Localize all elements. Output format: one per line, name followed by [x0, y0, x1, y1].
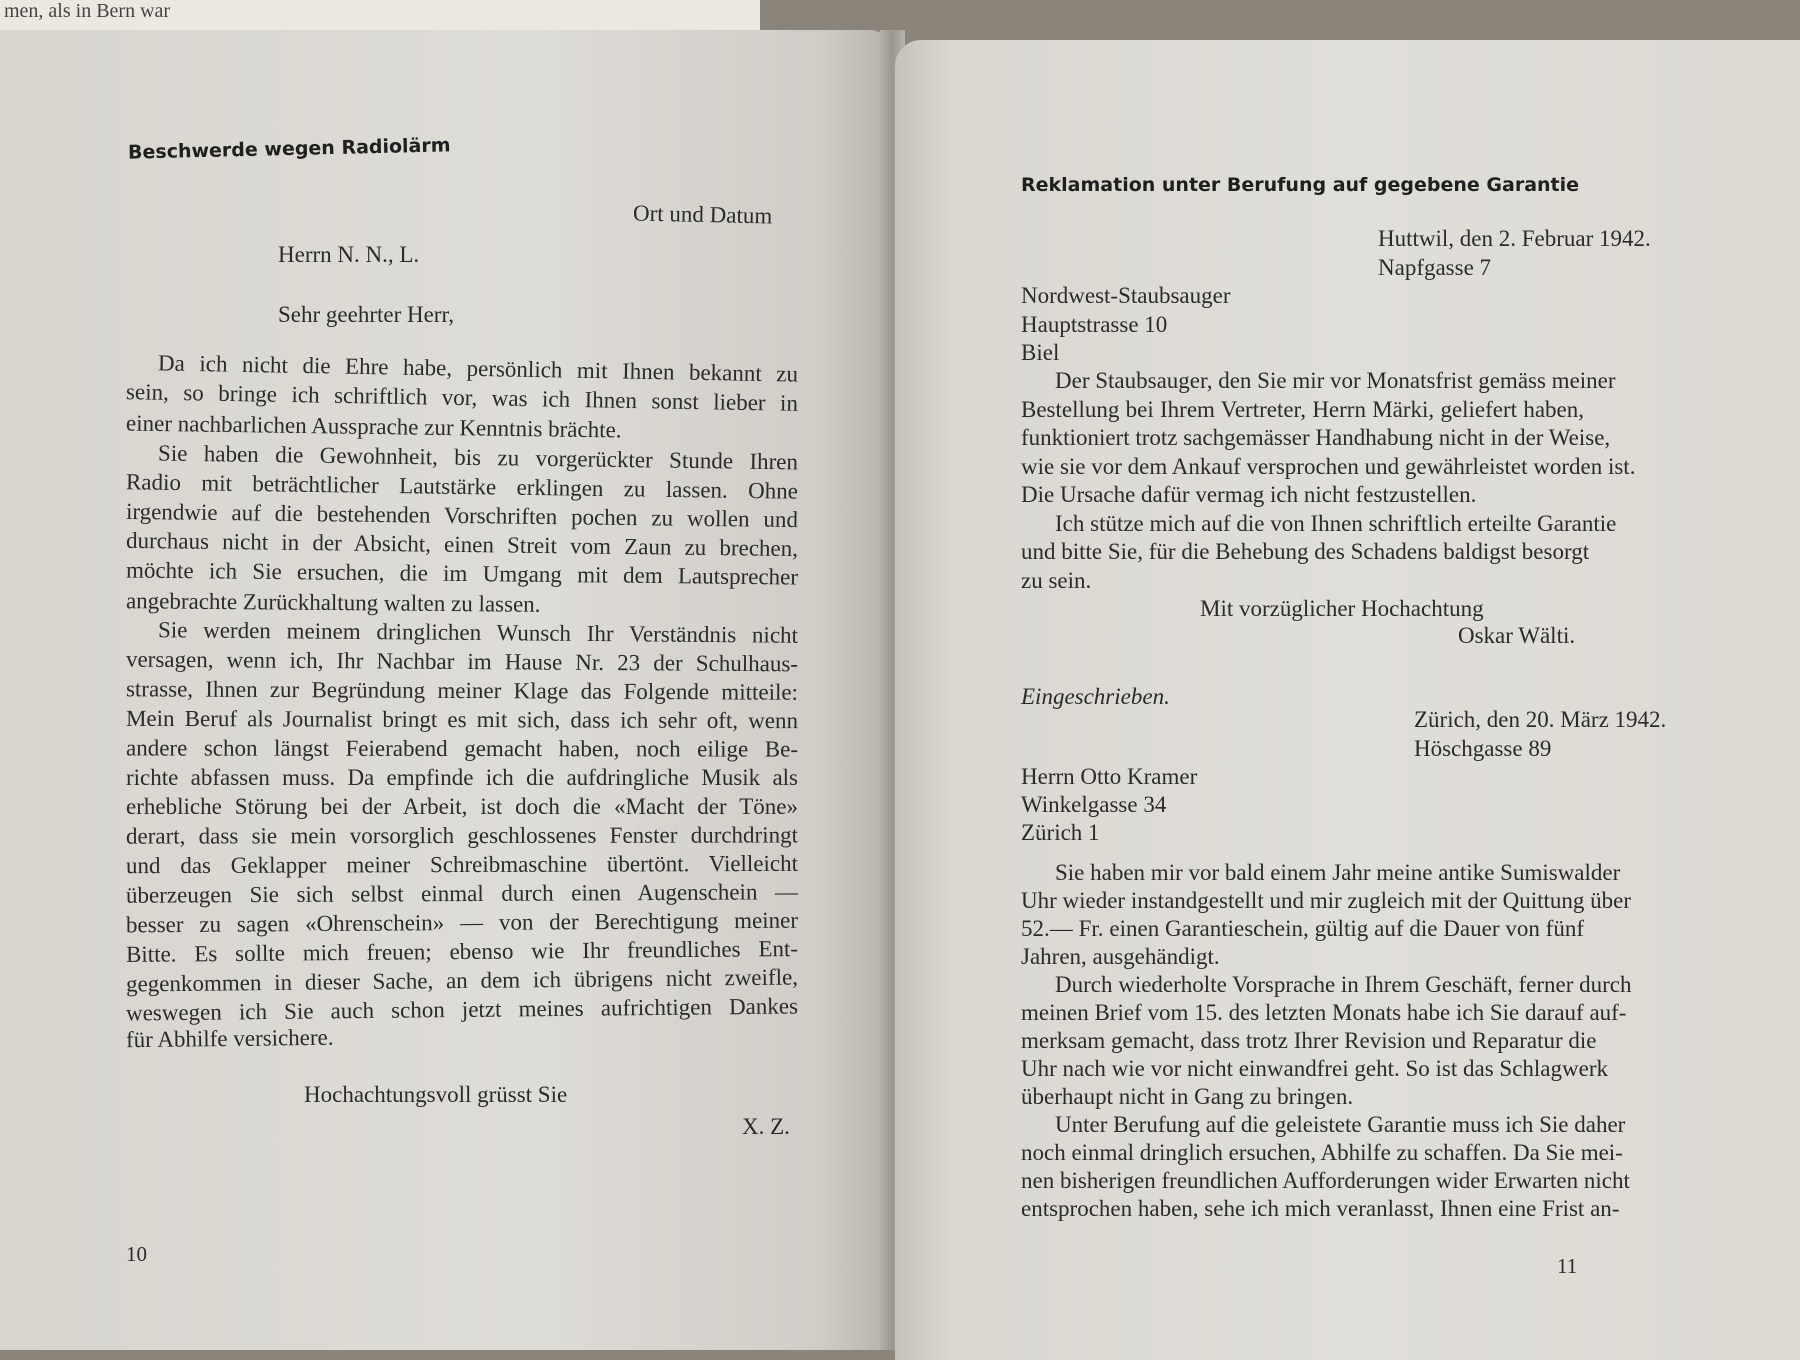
recipient-line: Nordwest-Staubsauger	[1021, 283, 1231, 308]
recipient-line: Winkelgasse 34	[1021, 792, 1167, 817]
body-line: sein, so bringe ich schriftlich vor, was ich Ihnen sonst lieber in	[125, 379, 799, 416]
recipient-line: Hauptstrasse 10	[1021, 312, 1168, 337]
underlying-page-text: men, als in Bern war	[4, 0, 171, 22]
body-line: Bitte. Es sollte mich freuen; ebenso wie Ihr freundliches Ent-	[125, 936, 799, 967]
page-number: 10	[126, 1242, 147, 1266]
body-line: Uhr nach wie vor nicht einwandfrei geht. So ist das Schlagwerk	[1021, 1056, 1608, 1081]
body-line: irgendwie auf die bestehenden Vorschriften pochen zu wollen und	[125, 498, 799, 533]
body-line: Sie haben die Gewohnheit, bis zu vorgerückter Stunde Ihren	[157, 440, 799, 475]
body-line: entsprochen haben, sehe ich mich veranlasst, Ihnen eine Frist an-	[1021, 1196, 1620, 1221]
body-line: andere schon längst Feierabend gemacht haben, noch eilige Be-	[125, 735, 799, 762]
sender-street: Napfgasse 7	[1378, 255, 1492, 280]
sender-street: Höschgasse 89	[1414, 736, 1552, 761]
body-line: Mein Beruf als Journalist bringt es mit sich, dass ich sehr oft, wenn	[125, 705, 799, 734]
body-line: Sie haben mir vor bald einem Jahr meine antike Sumiswalder	[1055, 860, 1621, 885]
body-line: besser zu sagen «Ohrenschein» — von der Berechtigung meiner	[125, 907, 799, 938]
signature: X. Z.	[742, 1114, 790, 1139]
closing: Mit vorzüglicher Hochachtung	[1200, 596, 1484, 621]
body-line: Ich stütze mich auf die von Ihnen schriftlich erteilte Garantie	[1055, 511, 1617, 536]
body-line: durchaus nicht in der Absicht, einen Streit vom Zaun zu brechen,	[125, 527, 799, 562]
body-line: für Abhilfe versichere.	[125, 1024, 334, 1053]
body-line: überzeugen Sie sich selbst einmal durch einen Augenschein —	[125, 879, 799, 908]
registered-note: Eingeschrieben.	[1021, 684, 1170, 709]
right-page	[895, 40, 1800, 1360]
page-number: 11	[1557, 1254, 1578, 1278]
body-line: Jahren, ausgehändigt.	[1021, 944, 1220, 969]
body-line: weswegen ich Sie auch schon jetzt meines aufrichtigen Dankes	[125, 993, 799, 1026]
body-line: Durch wiederholte Vorsprache in Ihrem Geschäft, ferner durch	[1055, 972, 1632, 997]
body-line: zu sein.	[1021, 568, 1092, 593]
body-line: angebrachte Zurückhaltung walten zu lassen.	[125, 588, 541, 617]
body-line: Sie werden meinem dringlichen Wunsch Ihr Verständnis nicht	[157, 617, 799, 648]
body-line: Uhr wieder instandgestellt und mir zugleich mit der Quittung über	[1021, 888, 1631, 913]
sender-place-date: Huttwil, den 2. Februar 1942.	[1378, 226, 1651, 251]
body-line: Da ich nicht die Ehre habe, persönlich mit Ihnen bekannt zu	[157, 350, 799, 387]
body-line: Die Ursache dafür vermag ich nicht festzustellen.	[1021, 482, 1477, 507]
body-line: funktioniert trotz sachgemässer Handhabung nicht in der Weise,	[1021, 425, 1611, 450]
body-line: Bestellung bei Ihrem Vertreter, Herrn Märki, geliefert haben,	[1021, 397, 1584, 422]
left-page	[0, 30, 890, 1350]
body-line: meinen Brief vom 15. des letzten Monats habe ich Sie darauf auf-	[1021, 1000, 1627, 1025]
body-line: Der Staubsauger, den Sie mir vor Monatsfrist gemäss meiner	[1055, 368, 1616, 393]
body-line: möchte ich Sie ersuchen, die im Umgang mit dem Lautsprecher	[125, 557, 799, 590]
left-page-heading: Beschwerde wegen Radiolärm	[127, 134, 451, 164]
closing: Hochachtungsvoll grüsst Sie	[304, 1082, 568, 1107]
body-line: merksam gemacht, dass trotz Ihrer Revision und Reparatur die	[1021, 1028, 1597, 1053]
body-line: und das Geklapper meiner Schreibmaschine übertönt. Vielleicht	[125, 850, 799, 879]
body-line: erhebliche Störung bei der Arbeit, ist doch die «Macht der Töne»	[126, 794, 798, 819]
body-line: richte abfassen muss. Da empfinde ich die aufdringliche Musik als	[126, 765, 798, 790]
body-line: wie sie vor dem Ankauf versprochen und gewährleistet worden ist.	[1021, 454, 1636, 479]
body-line: 52.— Fr. einen Garantieschein, gültig auf die Dauer von fünf	[1021, 916, 1584, 941]
body-line: überhaupt nicht in Gang zu bringen.	[1021, 1084, 1354, 1109]
sender-place-date: Zürich, den 20. März 1942.	[1414, 707, 1667, 732]
body-line: nen bisherigen freundlichen Aufforderungen wider Erwarten nicht	[1021, 1168, 1630, 1193]
body-line: und bitte Sie, für die Behebung des Schadens baldigst besorgt	[1021, 539, 1590, 564]
body-line: einer nachbarlichen Aussprache zur Kenntnis brächte.	[125, 410, 622, 443]
place-date: Ort und Datum	[632, 200, 773, 229]
body-line: versagen, wenn ich, Ihr Nachbar im Hause Nr. 23 der Schulhaus-	[125, 646, 799, 677]
body-line: strasse, Ihnen zur Begründung meiner Klage das Folgende mitteile:	[125, 676, 799, 705]
body-line: derart, dass sie mein vorsorglich geschlossenes Fenster durchdringt	[125, 822, 799, 849]
recipient-line: Zürich 1	[1021, 820, 1100, 845]
body-line: noch einmal dringlich ersuchen, Abhilfe zu schaffen. Da Sie mei-	[1021, 1140, 1623, 1165]
recipient-line: Biel	[1021, 340, 1060, 365]
right-page-heading: Reklamation unter Berufung auf gegebene Garantie	[1021, 174, 1580, 196]
signature: Oskar Wälti.	[1458, 623, 1576, 648]
salutation: Sehr geehrter Herr,	[278, 302, 454, 327]
body-line: Radio mit beträchtlicher Lautstärke erklingen zu lassen. Ohne	[125, 469, 799, 504]
body-line: Unter Berufung auf die geleistete Garantie muss ich Sie daher	[1055, 1112, 1626, 1137]
recipient: Herrn N. N., L.	[278, 242, 420, 267]
body-line: gegenkommen in dieser Sache, an dem ich übrigens nicht zweifle,	[125, 964, 799, 997]
recipient-line: Herrn Otto Kramer	[1021, 764, 1198, 789]
